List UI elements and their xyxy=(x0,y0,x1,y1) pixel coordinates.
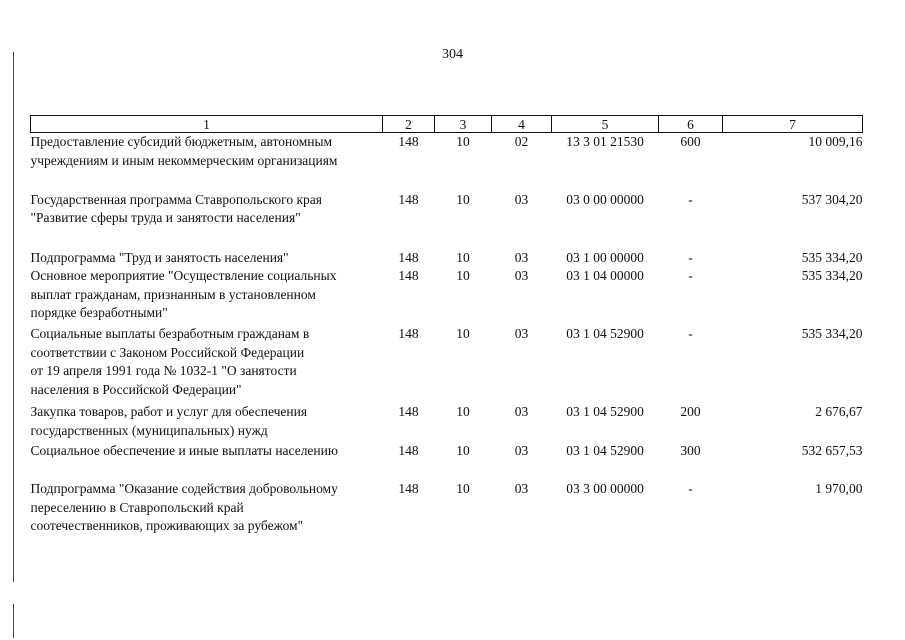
row-subsection: 03 xyxy=(514,481,529,496)
row-subsection: 03 xyxy=(514,404,529,419)
row-name xyxy=(31,442,383,480)
row-code: 148 xyxy=(398,326,419,341)
row-code: 148 xyxy=(398,443,419,458)
row-name-line: Предоставление субсидий бюджетным, автономным xyxy=(30,134,333,149)
row-name-line: Государственная программа Ставропольского края xyxy=(30,191,322,207)
column-header-1: 1 xyxy=(31,116,383,133)
row-target: 03 1 04 52900 xyxy=(566,443,644,458)
row-target: 03 0 00 00000 xyxy=(566,191,644,207)
row-name-line: Социальные выплаты безработным гражданам в xyxy=(30,326,310,341)
row-name xyxy=(31,403,383,442)
row-code: 148 xyxy=(398,134,419,149)
row-subsection: 03 xyxy=(514,268,529,283)
row-name-line: "Развитие сферы труда и занятости населения" xyxy=(30,210,301,225)
row-subsection: 03 xyxy=(514,191,529,207)
row-section: 10 xyxy=(456,404,470,419)
page-number: 304 xyxy=(442,47,463,62)
row-target: 03 3 00 00000 xyxy=(566,481,644,496)
row-expense-type: 600 xyxy=(680,134,701,149)
row-name xyxy=(31,325,383,403)
row-section: 10 xyxy=(456,268,470,283)
row-code: 148 xyxy=(398,404,419,419)
row-amount: 535 334,20 xyxy=(801,326,863,341)
table-row xyxy=(31,267,863,325)
row-amount: 10 009,16 xyxy=(808,134,863,149)
scan-edge-line-bottom xyxy=(13,604,14,638)
row-amount: 2 676,67 xyxy=(815,404,863,419)
row-target: 13 3 01 21530 xyxy=(566,134,644,149)
column-header-6: 6 xyxy=(659,116,723,133)
column-header-5: 5 xyxy=(552,116,659,133)
column-header-3: 3 xyxy=(435,116,492,133)
row-name xyxy=(31,133,383,191)
row-expense-type: - xyxy=(688,481,693,496)
row-name xyxy=(31,249,383,268)
row-name-line: переселению в Ставропольский край xyxy=(30,499,244,515)
row-target: 03 1 00 00000 xyxy=(566,249,644,265)
row-name-line: порядке безработными" xyxy=(30,305,168,320)
row-name-line: Социальное обеспечение и иные выплаты населению xyxy=(30,443,338,458)
row-amount: 537 304,20 xyxy=(801,191,863,207)
column-number-header-row xyxy=(31,116,863,133)
row-section: 10 xyxy=(456,443,470,458)
row-name-line: учреждениям и иным некоммерческим организациям xyxy=(30,152,338,168)
row-section: 10 xyxy=(456,191,470,207)
column-header-2: 2 xyxy=(383,116,435,133)
row-name xyxy=(31,480,383,538)
row-name-line: соотечественников, проживающих за рубежом" xyxy=(30,518,304,533)
table-row xyxy=(31,480,863,538)
row-expense-type: - xyxy=(688,249,693,265)
table-row xyxy=(31,442,863,480)
row-name-line: государственных (муниципальных) нужд xyxy=(30,422,268,438)
table-row xyxy=(31,403,863,442)
row-code: 148 xyxy=(398,481,419,496)
scan-edge-line-top xyxy=(13,52,14,582)
row-section: 10 xyxy=(456,134,470,149)
row-subsection: 03 xyxy=(514,249,529,265)
row-target: 03 1 04 52900 xyxy=(566,326,644,341)
row-target: 03 1 04 52900 xyxy=(566,404,644,419)
row-code: 148 xyxy=(398,191,419,207)
row-name xyxy=(31,267,383,325)
row-section: 10 xyxy=(456,249,470,265)
row-section: 10 xyxy=(456,481,470,496)
row-name-line: выплат гражданам, признанным в установленном xyxy=(30,286,316,302)
column-header-4: 4 xyxy=(492,116,552,133)
row-name-line: населения в Российской Федерации" xyxy=(30,381,242,397)
row-subsection: 02 xyxy=(514,134,529,149)
row-expense-type: 200 xyxy=(680,404,701,419)
row-subsection: 03 xyxy=(514,326,529,341)
table-row xyxy=(31,133,863,191)
row-name-line: Закупка товаров, работ и услуг для обеспечения xyxy=(30,404,308,419)
row-amount: 535 334,20 xyxy=(801,249,863,265)
table-row xyxy=(31,325,863,403)
row-name-line: Подпрограмма "Оказание содействия добровольному xyxy=(30,481,338,496)
row-target: 03 1 04 00000 xyxy=(566,268,644,283)
row-expense-type: 300 xyxy=(680,443,701,458)
row-expense-type: - xyxy=(688,326,693,341)
row-name-line: от 19 апреля 1991 года № 1032-1 "О занятости xyxy=(30,363,297,378)
row-code: 148 xyxy=(398,268,419,283)
row-name-line: Основное мероприятие "Осуществление социальных xyxy=(30,268,337,283)
table-row xyxy=(31,191,863,249)
row-name-line: Подпрограмма "Труд и занятость населения" xyxy=(30,249,289,265)
table-row xyxy=(31,249,863,268)
row-amount: 535 334,20 xyxy=(801,268,863,283)
row-expense-type: - xyxy=(688,268,693,283)
row-expense-type: - xyxy=(688,191,693,207)
row-subsection: 03 xyxy=(514,443,529,458)
row-section: 10 xyxy=(456,326,470,341)
row-code: 148 xyxy=(398,249,419,265)
row-name xyxy=(31,191,383,249)
row-name-line: соответствии с Законом Российской Федерации xyxy=(30,344,305,360)
column-header-7: 7 xyxy=(723,116,863,133)
row-amount: 532 657,53 xyxy=(801,443,863,458)
budget-table xyxy=(30,115,863,538)
row-amount: 1 970,00 xyxy=(815,481,863,496)
